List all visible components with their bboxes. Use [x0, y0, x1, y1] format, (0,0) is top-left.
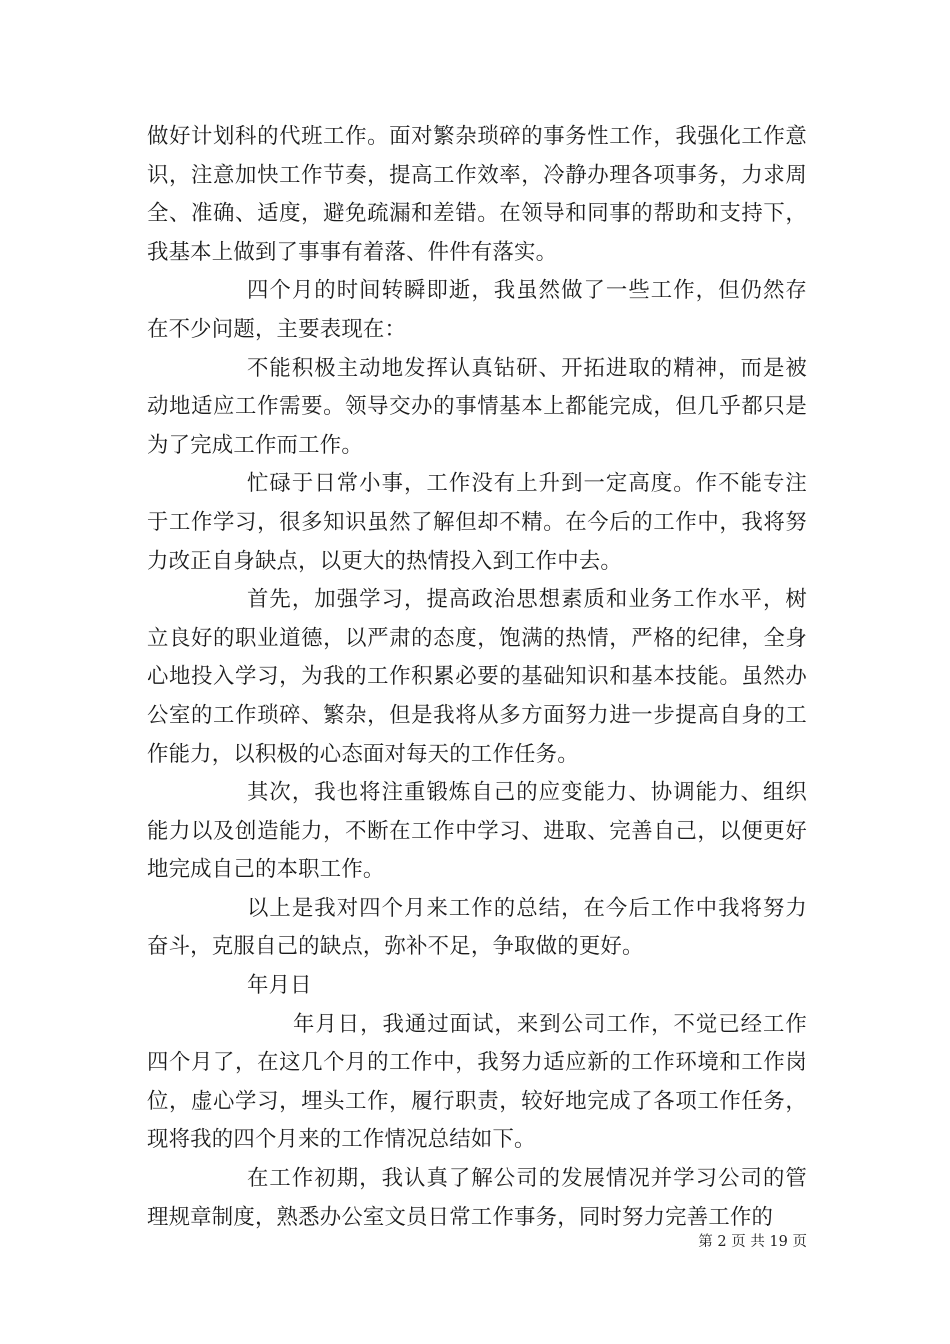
- paragraph-7: 以上是我对四个月来工作的总结，在今后工作中我将努力奋斗，克服自己的缺点，弥补不足，争取做的更好。: [147, 895, 807, 960]
- date-line: 年月日: [247, 973, 312, 999]
- paragraph-4: 忙碌于日常小事，工作没有上升到一定高度。作不能专注于工作学习，很多知识虽然了解但却不精。在今后的工作中，我将努力改正自身缺点，以更大的热情投入到工作中去。: [147, 471, 807, 574]
- body-text: [147, 118, 807, 1237]
- paragraph-6: 其次，我也将注重锻炼自己的应变能力、协调能力、组织能力以及创造能力，不断在工作中学习、进取、完善自己，以便更好地完成自己的本职工作。: [147, 780, 807, 883]
- paragraph-5: 首先，加强学习，提高政治思想素质和业务工作水平，树立良好的职业道德，以严肃的态度，饱满的热情，严格的纪律，全身心地投入学习，为我的工作积累必要的基础知识和基本技能。虽然办公室的工作琐碎、繁杂，但是我将从多方面努力进一步提高自身的工作能力，以积极的心态面对每天的工作任务。: [147, 587, 807, 767]
- paragraph-10: 在工作初期，我认真了解公司的发展情况并学习公司的管理规章制度，熟悉办公室文员日常工作事务，同时努力完善工作的: [147, 1166, 807, 1230]
- paragraph-9: 年月日，我通过面试，来到公司工作，不觉已经工作四个月了，在这几个月的工作中，我努力适应新的工作环境和工作岗位，虚心学习，埋头工作，履行职责，较好地完成了各项工作任务，现将我的四个月来的工作情况总结如下。: [147, 1011, 807, 1153]
- paragraph-3: 不能积极主动地发挥认真钻研、开拓进取的精神，而是被动地适应工作需要。领导交办的事情基本上都能完成，但几乎都只是为了完成工作而工作。: [147, 355, 807, 458]
- paragraph-1: 做好计划科的代班工作。面对繁杂琐碎的事务性工作，我强化工作意识，注意加快工作节奏，提高工作效率，冷静办理各项事务，力求周全、准确、适度，避免疏漏和差错。在领导和同事的帮助和支持下，我基本上做到了事事有着落、件件有落实。: [147, 124, 807, 265]
- paragraph-2: 四个月的时间转瞬即逝，我虽然做了一些工作，但仍然存在不少问题，主要表现在：: [147, 278, 807, 342]
- page-number-footer: 第 2 页 共 19 页: [698, 1234, 807, 1250]
